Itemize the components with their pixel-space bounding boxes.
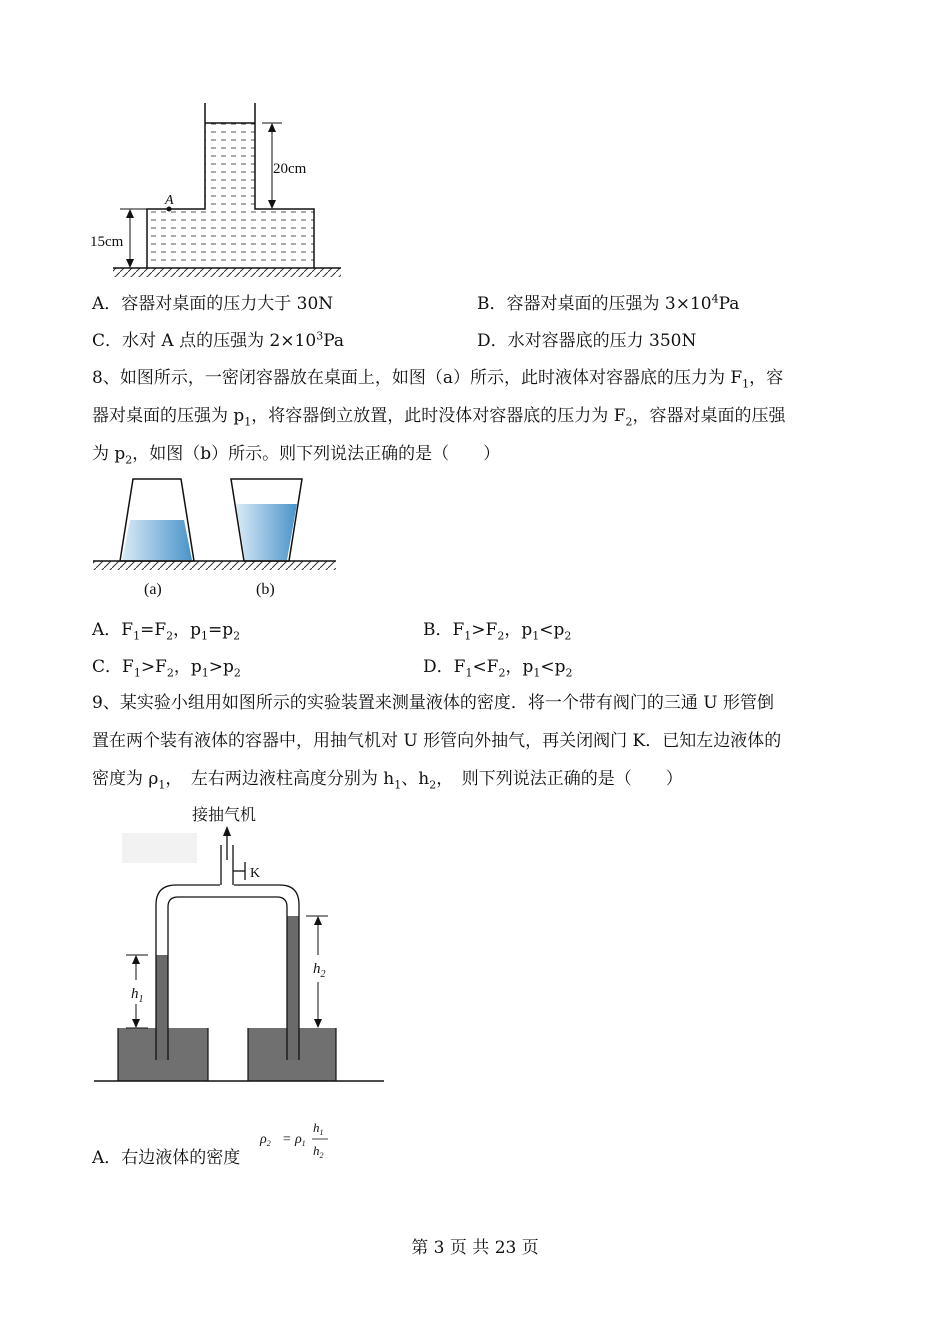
q7-label-15cm: 15cm xyxy=(90,234,124,250)
q8-d-pre: D． xyxy=(423,657,454,677)
q8-b-s3: 1 xyxy=(532,629,540,643)
q8-line1-b: ，容 xyxy=(749,368,784,388)
formula-lhs: ρ xyxy=(260,1132,267,1147)
q8-line1-a: 8、如图所示，一密闭容器放在桌面上，如图（a）所示，此时液体对容器底的压力为 F xyxy=(92,368,743,388)
q9-stem-line-2: 置在两个装有液体的容器中，用抽气机对 U 形管向外抽气，再关闭阀门 K．已知左边液体的 xyxy=(92,731,782,751)
q9-line3-a: 密度为 ρ xyxy=(92,769,159,789)
q8-a-pre: A． xyxy=(92,620,122,640)
q8-a-s1: 1 xyxy=(133,629,141,643)
svg-text:h2 xyxy=(313,1143,324,1160)
q8-b-eq: >F xyxy=(471,620,498,640)
q8-c-s1: 1 xyxy=(133,666,141,680)
q8-b-pre: B． xyxy=(423,620,453,640)
q8-a-s2: 2 xyxy=(166,629,174,643)
q8-line3-a: 为 p xyxy=(92,444,126,464)
q8-line2-a: 器对桌面的压强为 p xyxy=(92,406,245,426)
q8-b-s4: 2 xyxy=(564,629,572,643)
svg-text:h2 xyxy=(313,961,326,980)
q7-option-c-prefix: C．水对 A 点的压强为 2×10 xyxy=(92,331,317,351)
q9-line3-sub1: 1 xyxy=(158,778,166,792)
q8-label-b: (b) xyxy=(256,581,275,598)
q9-line3-c: 、h xyxy=(401,769,430,789)
q8-c-f: F xyxy=(122,657,134,677)
q7-option-c-sup: 3 xyxy=(316,329,324,343)
page-footer: 第 3 页 共 23 页 xyxy=(411,1238,539,1258)
formula-eq: = ρ xyxy=(282,1132,302,1147)
q8-line1-sub: 1 xyxy=(742,377,750,391)
q8-c-pre: C． xyxy=(92,657,123,677)
q8-b-mid: ，p xyxy=(504,620,533,640)
q9-pump-label: 接抽气机 xyxy=(192,807,257,824)
q7-label-20cm: 20cm xyxy=(273,161,307,177)
q8-label-a: (a) xyxy=(144,581,162,598)
q8-c-s4: 2 xyxy=(233,666,241,680)
formula-rhs-sub: 1 xyxy=(301,1139,306,1148)
q9-option-a: A．右边液体的密度 xyxy=(92,1148,241,1168)
q8-c-s2: 2 xyxy=(166,666,174,680)
q9-h1-label: h xyxy=(131,986,139,1002)
q8-b-s2: 2 xyxy=(497,629,505,643)
q8-c-eq: >F xyxy=(140,657,167,677)
q9-h2-sub: 2 xyxy=(320,969,326,980)
q8-a-s4: 2 xyxy=(233,629,241,643)
q9-line3-sub2: 1 xyxy=(394,778,402,792)
q9-line3-sub3: 2 xyxy=(429,778,437,792)
svg-text:h1 xyxy=(313,1120,324,1137)
q9-h1-sub: 1 xyxy=(138,994,144,1005)
q7-option-d: D．水对容器底的压力 350N xyxy=(477,331,697,351)
svg-text:= ρ1 xyxy=(282,1132,306,1148)
q8-d-s4: 2 xyxy=(565,666,573,680)
formula-den: h xyxy=(313,1143,320,1158)
q9-line3-b: ， 左右两边液柱高度分别为 h xyxy=(165,769,395,789)
q9-valve-label: K xyxy=(250,866,261,881)
q8-b-f: F xyxy=(452,620,465,640)
q8-line2-sub2: 2 xyxy=(625,415,633,429)
q8-d-f: F xyxy=(453,657,466,677)
q8-a-mid: ，p xyxy=(173,620,202,640)
q8-c-s3: 1 xyxy=(201,666,209,680)
q8-b-eq2: <p xyxy=(539,620,565,640)
q8-c-eq2: >p xyxy=(208,657,234,677)
q7-option-b-prefix: B．容器对桌面的压强为 3×10 xyxy=(477,294,712,314)
q8-a-f: F xyxy=(121,620,134,640)
q8-a-eq2: =p xyxy=(208,620,234,640)
q7-option-b-sup: 4 xyxy=(711,292,719,306)
q8-c-mid: ，p xyxy=(173,657,202,677)
q8-line3-b: ，如图（b）所示。则下列说法正确的是（ ） xyxy=(132,444,501,464)
formula-num: h xyxy=(313,1120,320,1135)
q8-a-eq: =F xyxy=(140,620,167,640)
q7-option-c-suffix: Pa xyxy=(323,331,344,351)
q9-option-a-formula xyxy=(258,1117,358,1167)
formula-den-sub: 2 xyxy=(319,1151,324,1160)
formula-lhs-sub: 2 xyxy=(266,1139,271,1148)
q8-d-eq: <F xyxy=(472,657,499,677)
formula-num-sub: 1 xyxy=(319,1128,324,1137)
q8-d-s1: 1 xyxy=(465,666,473,680)
q7-label-a: A xyxy=(165,193,174,208)
q8-line2-b: ，将容器倒立放置，此时没体对容器底的压力为 F xyxy=(251,406,626,426)
svg-text:ρ2 xyxy=(259,1132,271,1148)
q7-option-b-suffix: Pa xyxy=(718,294,740,314)
q9-line3-d: ， 则下列说法正确的是（ ） xyxy=(436,769,683,789)
q7-option-a: A．容器对桌面的压力大于 30N xyxy=(92,294,334,314)
q9-stem-line-1: 9、某实验小组用如图所示的实验装置来测量液体的密度．将一个带有阀门的三通 U 形管倒 xyxy=(92,693,774,713)
svg-text:h1 xyxy=(131,986,144,1005)
q8-d-s2: 2 xyxy=(498,666,506,680)
q8-b-s1: 1 xyxy=(464,629,472,643)
q8-d-s3: 1 xyxy=(533,666,541,680)
q8-line2-c: ，容器对桌面的压强 xyxy=(632,406,786,426)
q9-h2-label: h xyxy=(313,961,321,977)
q8-d-mid: ，p xyxy=(505,657,534,677)
q8-a-s3: 1 xyxy=(201,629,209,643)
q8-line2-sub1: 1 xyxy=(244,415,252,429)
q8-line3-sub: 2 xyxy=(125,453,133,467)
q8-d-eq2: <p xyxy=(540,657,566,677)
